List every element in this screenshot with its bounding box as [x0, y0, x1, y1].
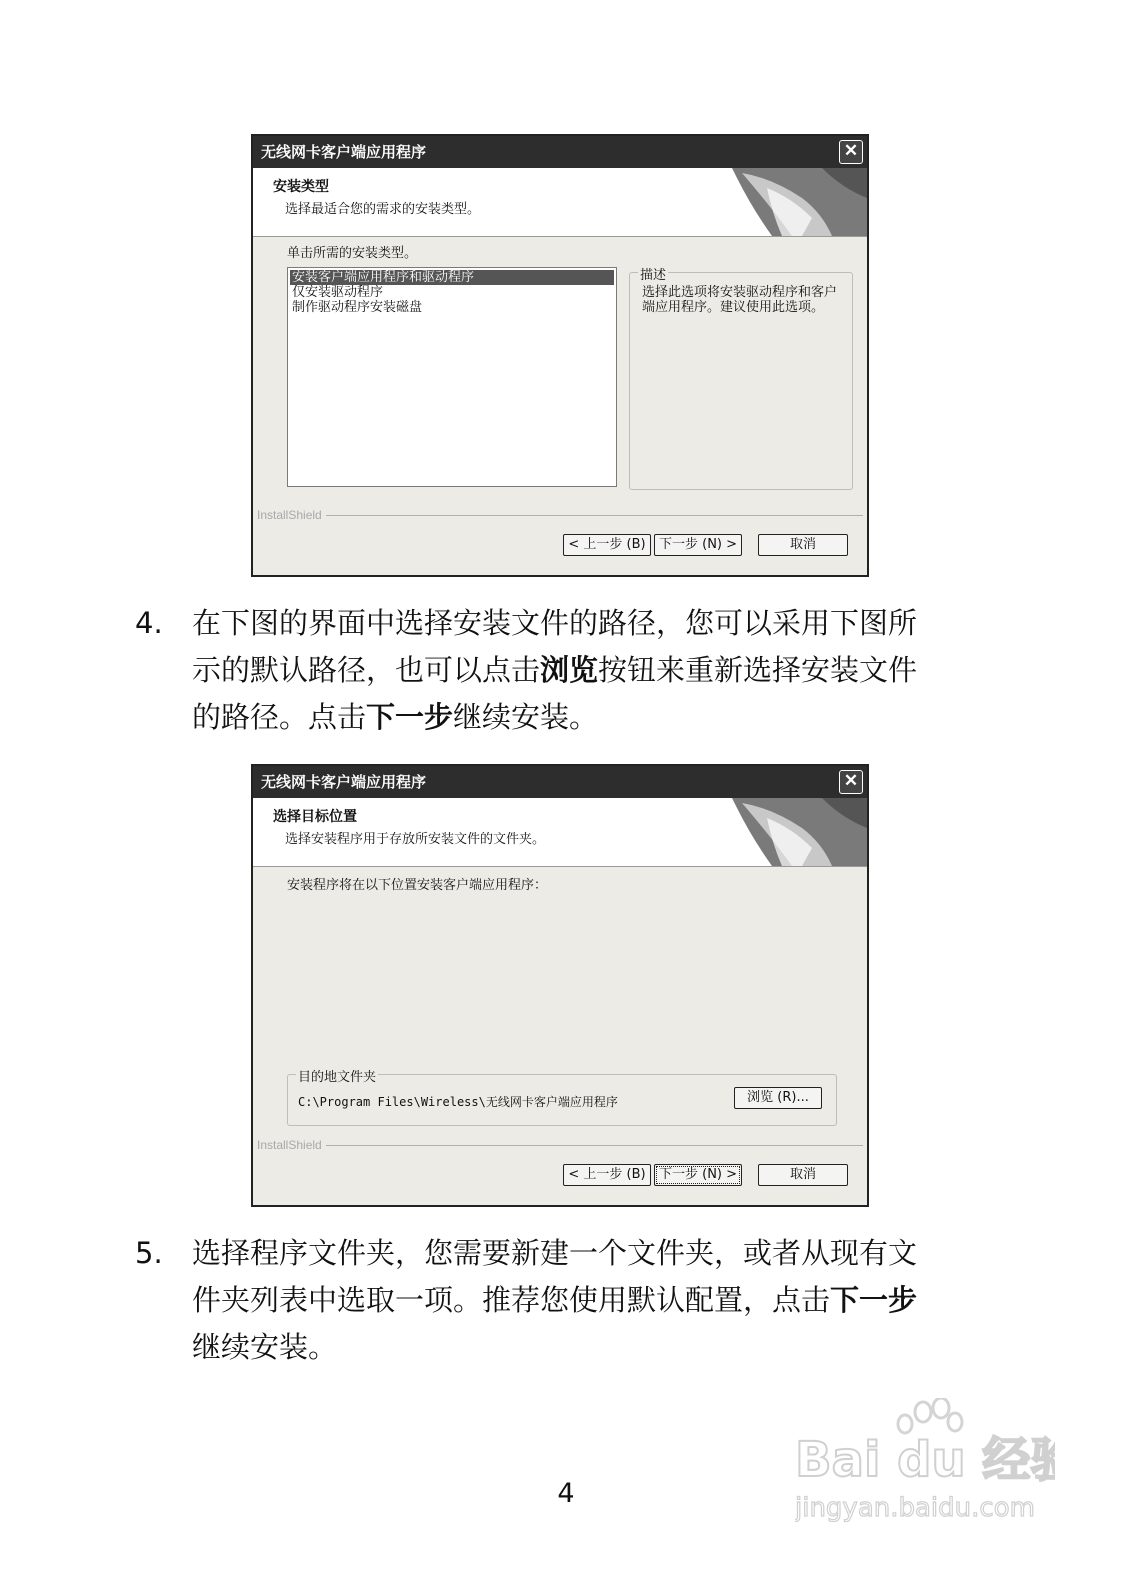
dialog-title: 无线网卡客户端应用程序 — [261, 773, 427, 791]
installshield-divider — [257, 508, 863, 522]
installshield-label: InstallShield — [257, 1138, 326, 1152]
step-4-line-2: 示的默认路径，也可以点击浏览按钮来重新选择安装文件 — [192, 653, 918, 687]
step-5-line-1: 选择程序文件夹，您需要新建一个文件夹，或者从现有文 — [192, 1236, 918, 1270]
close-icon[interactable]: ✕ — [839, 140, 863, 164]
dialog-header — [253, 798, 867, 867]
destination-legend: 目的地文件夹 — [296, 1066, 378, 1085]
dialog-titlebar — [253, 136, 867, 168]
step-number: 5. — [135, 1236, 163, 1270]
dialog-titlebar — [253, 766, 867, 798]
description-legend: 描述 — [638, 264, 668, 283]
header-subtitle: 选择最适合您的需求的安装类型。 — [285, 202, 481, 217]
header-subtitle: 选择安装程序用于存放所安装文件的文件夹。 — [285, 832, 546, 847]
step-5-line-2: 件夹列表中选取一项。推荐您使用默认配置，点击下一步 — [192, 1283, 918, 1317]
destination-folder-group — [287, 1070, 837, 1126]
next-emphasis: 下一步 — [366, 700, 454, 734]
destination-path: C:\Program Files\Wireless\无线网卡客户端应用程序 — [298, 1095, 618, 1109]
dialog-header — [253, 168, 867, 237]
next-emphasis: 下一步 — [830, 1283, 918, 1317]
browse-button[interactable]: 浏览 (R)... — [734, 1087, 822, 1109]
step-4-line-3: 的路径。点击下一步继续安装。 — [192, 700, 599, 734]
description-group — [629, 268, 853, 490]
cancel-button[interactable]: 取消 — [758, 1164, 848, 1186]
installshield-art-icon — [732, 168, 867, 236]
cancel-button[interactable]: 取消 — [758, 534, 848, 556]
header-title: 安装类型 — [273, 179, 329, 195]
step-5-line-3: 继续安装。 — [192, 1330, 338, 1364]
destination-prompt: 安装程序将在以下位置安装客户端应用程序： — [287, 878, 548, 893]
step-4-paragraph — [192, 600, 992, 741]
step-4-line-1: 在下图的界面中选择安装文件的路径，您可以采用下图所 — [192, 606, 918, 640]
installshield-label: InstallShield — [257, 508, 326, 522]
destination-dialog — [251, 764, 869, 1207]
dialog-title: 无线网卡客户端应用程序 — [261, 143, 427, 161]
description-text: 选择此选项将安装驱动程序和客户端应用程序。建议使用此选项。 — [642, 285, 838, 315]
installshield-art-icon — [732, 798, 867, 866]
install-type-listbox[interactable] — [287, 267, 617, 487]
step-number: 4. — [135, 606, 163, 640]
list-item[interactable]: 制作驱动程序安装磁盘 — [292, 300, 423, 315]
watermark-brand: Bai du 经验 — [795, 1432, 1055, 1488]
list-item[interactable]: 仅安装驱动程序 — [292, 285, 384, 300]
installshield-divider — [257, 1138, 863, 1152]
list-item[interactable]: 安装客户端应用程序和驱动程序 — [290, 270, 614, 285]
install-type-prompt: 单击所需的安装类型。 — [287, 246, 418, 261]
step-5-paragraph — [192, 1230, 992, 1371]
back-button[interactable]: < 上一步 (B) — [563, 534, 651, 556]
browse-emphasis: 浏览 — [540, 653, 599, 687]
next-button[interactable]: 下一步 (N) > — [654, 534, 742, 556]
watermark-url: jingyan.baidu.com — [795, 1493, 1035, 1523]
next-button[interactable]: 下一步 (N) > — [654, 1164, 742, 1186]
page-number: 4 — [557, 1478, 575, 1509]
header-title: 选择目标位置 — [273, 809, 357, 825]
back-button[interactable]: < 上一步 (B) — [563, 1164, 651, 1186]
install-type-dialog — [251, 134, 869, 577]
close-icon[interactable]: ✕ — [839, 770, 863, 794]
